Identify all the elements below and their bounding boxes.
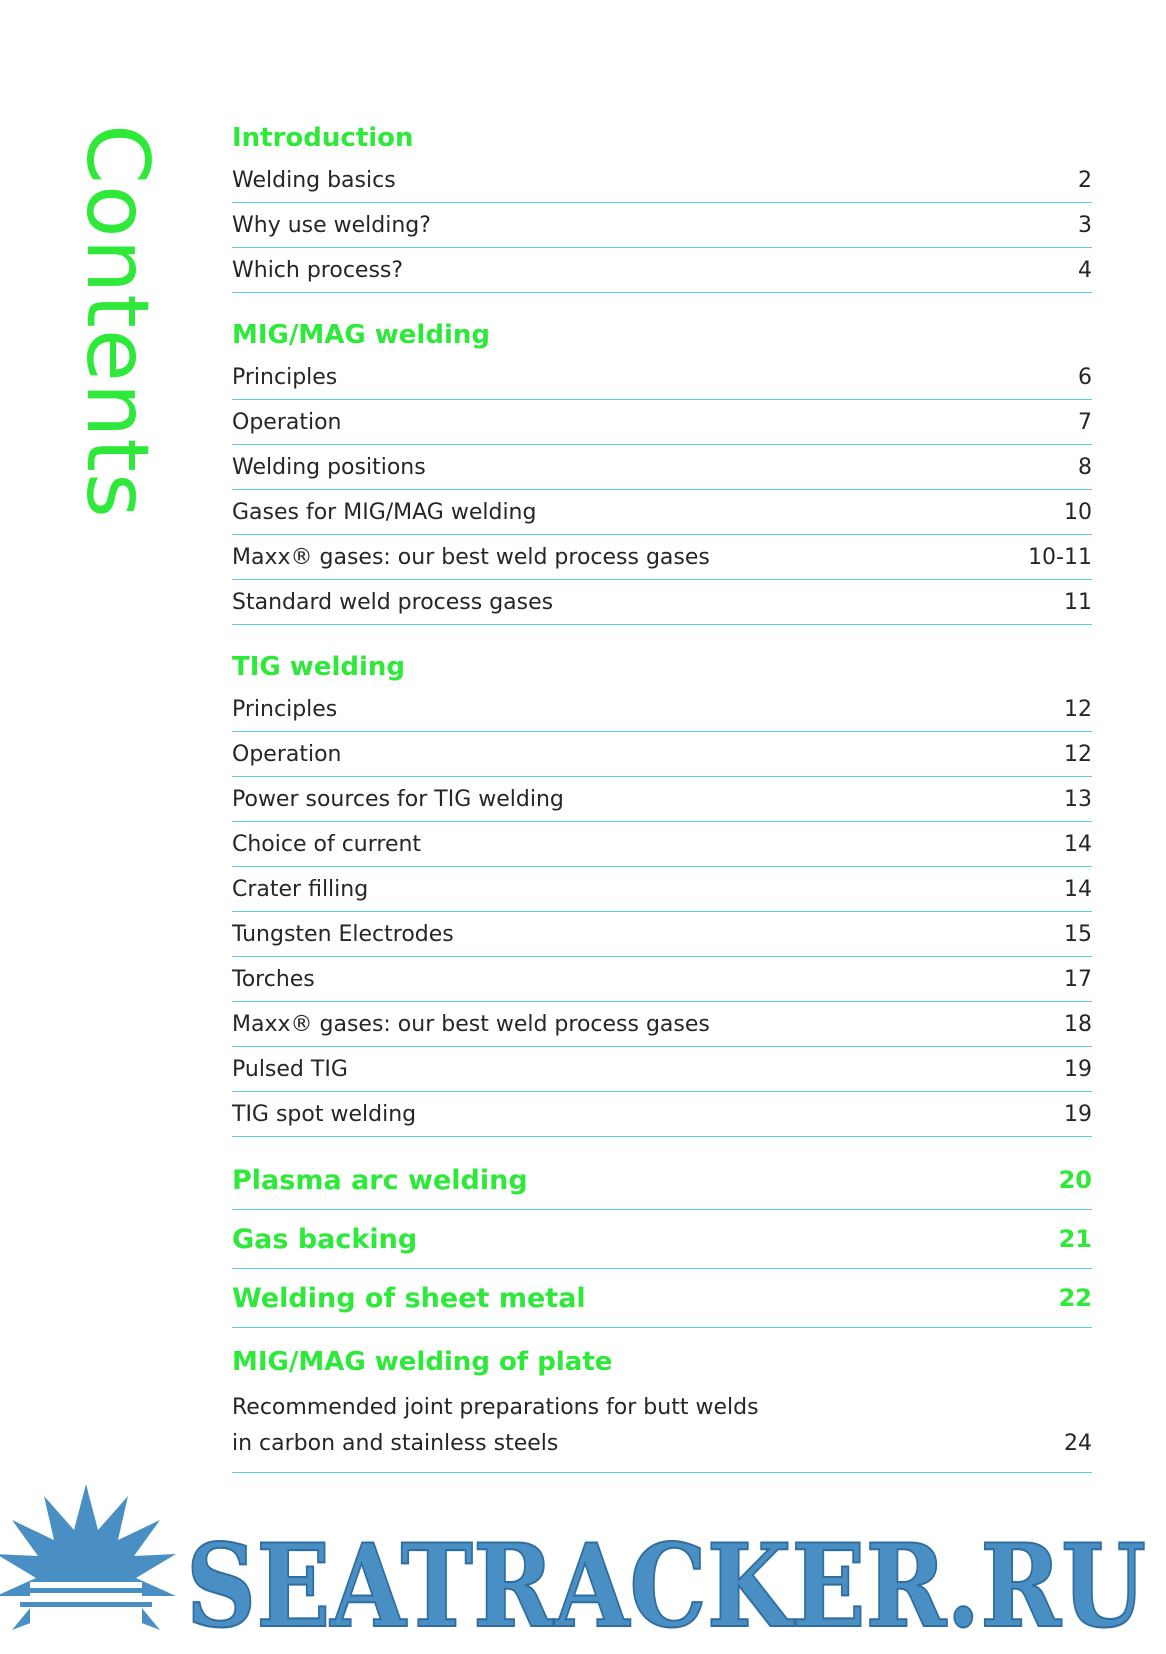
toc-entry[interactable] — [232, 912, 1092, 957]
toc-entry[interactable] — [232, 158, 1092, 203]
section-gap — [232, 1328, 1092, 1342]
toc-entry-page: 7 — [1078, 409, 1092, 435]
toc-entry-label: Maxx® gases: our best weld process gases — [232, 544, 710, 570]
toc-entry-page: 18 — [1064, 1011, 1092, 1037]
toc-entry-label: Operation — [232, 409, 342, 435]
toc-entry-page: 3 — [1078, 212, 1092, 238]
section-gap — [232, 625, 1092, 647]
toc-entry-label: Principles — [232, 696, 338, 722]
section-title-tig[interactable]: TIG welding — [232, 652, 406, 682]
toc-entry-page: 12 — [1064, 741, 1092, 767]
section-title-mig-mag[interactable]: MIG/MAG welding — [232, 320, 490, 350]
toc-entry[interactable] — [232, 355, 1092, 400]
toc-entry-page: 19 — [1064, 1101, 1092, 1127]
toc-entry-label: Pulsed TIG — [232, 1056, 348, 1082]
toc-headline-page: 21 — [1058, 1225, 1092, 1253]
toc-entry-label: Gases for MIG/MAG welding — [232, 499, 537, 525]
toc-entry-page: 2 — [1078, 167, 1092, 193]
toc-headline-entry-gas-backing[interactable] — [232, 1210, 1092, 1269]
toc-entry-label: Principles — [232, 364, 338, 390]
toc-entry[interactable] — [232, 1047, 1092, 1092]
toc-headline-entry-sheet-metal[interactable] — [232, 1269, 1092, 1328]
sun-icon — [0, 1484, 176, 1654]
section-title-introduction[interactable]: Introduction — [232, 123, 414, 153]
toc-headline-label: Gas backing — [232, 1223, 418, 1255]
toc-entry-page: 24 — [1064, 1431, 1092, 1456]
toc-entry-page: 17 — [1064, 966, 1092, 992]
toc-entry[interactable] — [232, 445, 1092, 490]
toc-entry-page: 12 — [1064, 696, 1092, 722]
toc-entry-label: TIG spot welding — [232, 1101, 417, 1127]
toc-entry-page: 8 — [1078, 454, 1092, 480]
toc-headline-page: 20 — [1058, 1166, 1092, 1194]
toc-entry[interactable] — [232, 1002, 1092, 1047]
toc-entry-label: Welding positions — [232, 454, 426, 480]
toc-entry-label: Maxx® gases: our best weld process gases — [232, 1011, 710, 1037]
toc-entry[interactable] — [232, 580, 1092, 625]
watermark — [0, 1484, 1166, 1654]
toc-entry-page: 14 — [1064, 831, 1092, 857]
toc-entry[interactable] — [232, 490, 1092, 535]
toc-entry-label: Choice of current — [232, 831, 422, 857]
table-of-contents — [232, 118, 1092, 1473]
toc-entry[interactable] — [232, 1092, 1092, 1137]
section-title-plate[interactable]: MIG/MAG welding of plate — [232, 1347, 613, 1377]
section-gap — [232, 1137, 1092, 1151]
toc-entry[interactable] — [232, 732, 1092, 777]
toc-headline-label: Welding of sheet metal — [232, 1282, 586, 1314]
toc-entry-page: 6 — [1078, 364, 1092, 390]
toc-entry-label: Crater filling — [232, 876, 369, 902]
toc-entry-label: Operation — [232, 741, 342, 767]
toc-entry-label: Standard weld process gases — [232, 589, 554, 615]
toc-entry-page: 13 — [1064, 786, 1092, 812]
toc-headline-page: 22 — [1058, 1284, 1092, 1312]
toc-entry-label: Power sources for TIG welding — [232, 786, 564, 812]
toc-entry-page: 10-11 — [1028, 544, 1092, 570]
toc-entry[interactable] — [232, 400, 1092, 445]
toc-entry-page: 4 — [1078, 257, 1092, 283]
toc-entry-label: Welding basics — [232, 167, 396, 193]
section-gap — [232, 293, 1092, 315]
watermark-text: SEATRACKER.RU — [186, 1519, 1146, 1653]
toc-entry[interactable] — [232, 957, 1092, 1002]
toc-entry[interactable] — [232, 203, 1092, 248]
toc-entry-page: 10 — [1064, 499, 1092, 525]
toc-entry-label: Why use welding? — [232, 212, 431, 238]
toc-entry[interactable] — [232, 687, 1092, 732]
toc-entry-label: Which process? — [232, 257, 404, 283]
toc-entry[interactable] — [232, 822, 1092, 867]
toc-entry-page: 11 — [1064, 589, 1092, 615]
toc-headline-entry-plasma[interactable] — [232, 1151, 1092, 1210]
toc-entry-multiline[interactable] — [232, 1382, 1092, 1473]
toc-entry-page: 15 — [1064, 921, 1092, 947]
toc-entry[interactable] — [232, 777, 1092, 822]
toc-entry-page: 19 — [1064, 1056, 1092, 1082]
toc-entry-label: Tungsten Electrodes — [232, 921, 454, 947]
toc-entry-label-line2: in carbon and stainless steels — [232, 1431, 559, 1456]
toc-entry-label: Torches — [232, 966, 315, 992]
toc-entry-page: 14 — [1064, 876, 1092, 902]
page-title: Contents — [67, 124, 167, 519]
toc-entry[interactable] — [232, 535, 1092, 580]
toc-entry[interactable] — [232, 248, 1092, 293]
toc-headline-label: Plasma arc welding — [232, 1164, 528, 1196]
toc-entry-label-line1: Recommended joint preparations for butt welds — [232, 1395, 759, 1420]
toc-entry[interactable] — [232, 867, 1092, 912]
